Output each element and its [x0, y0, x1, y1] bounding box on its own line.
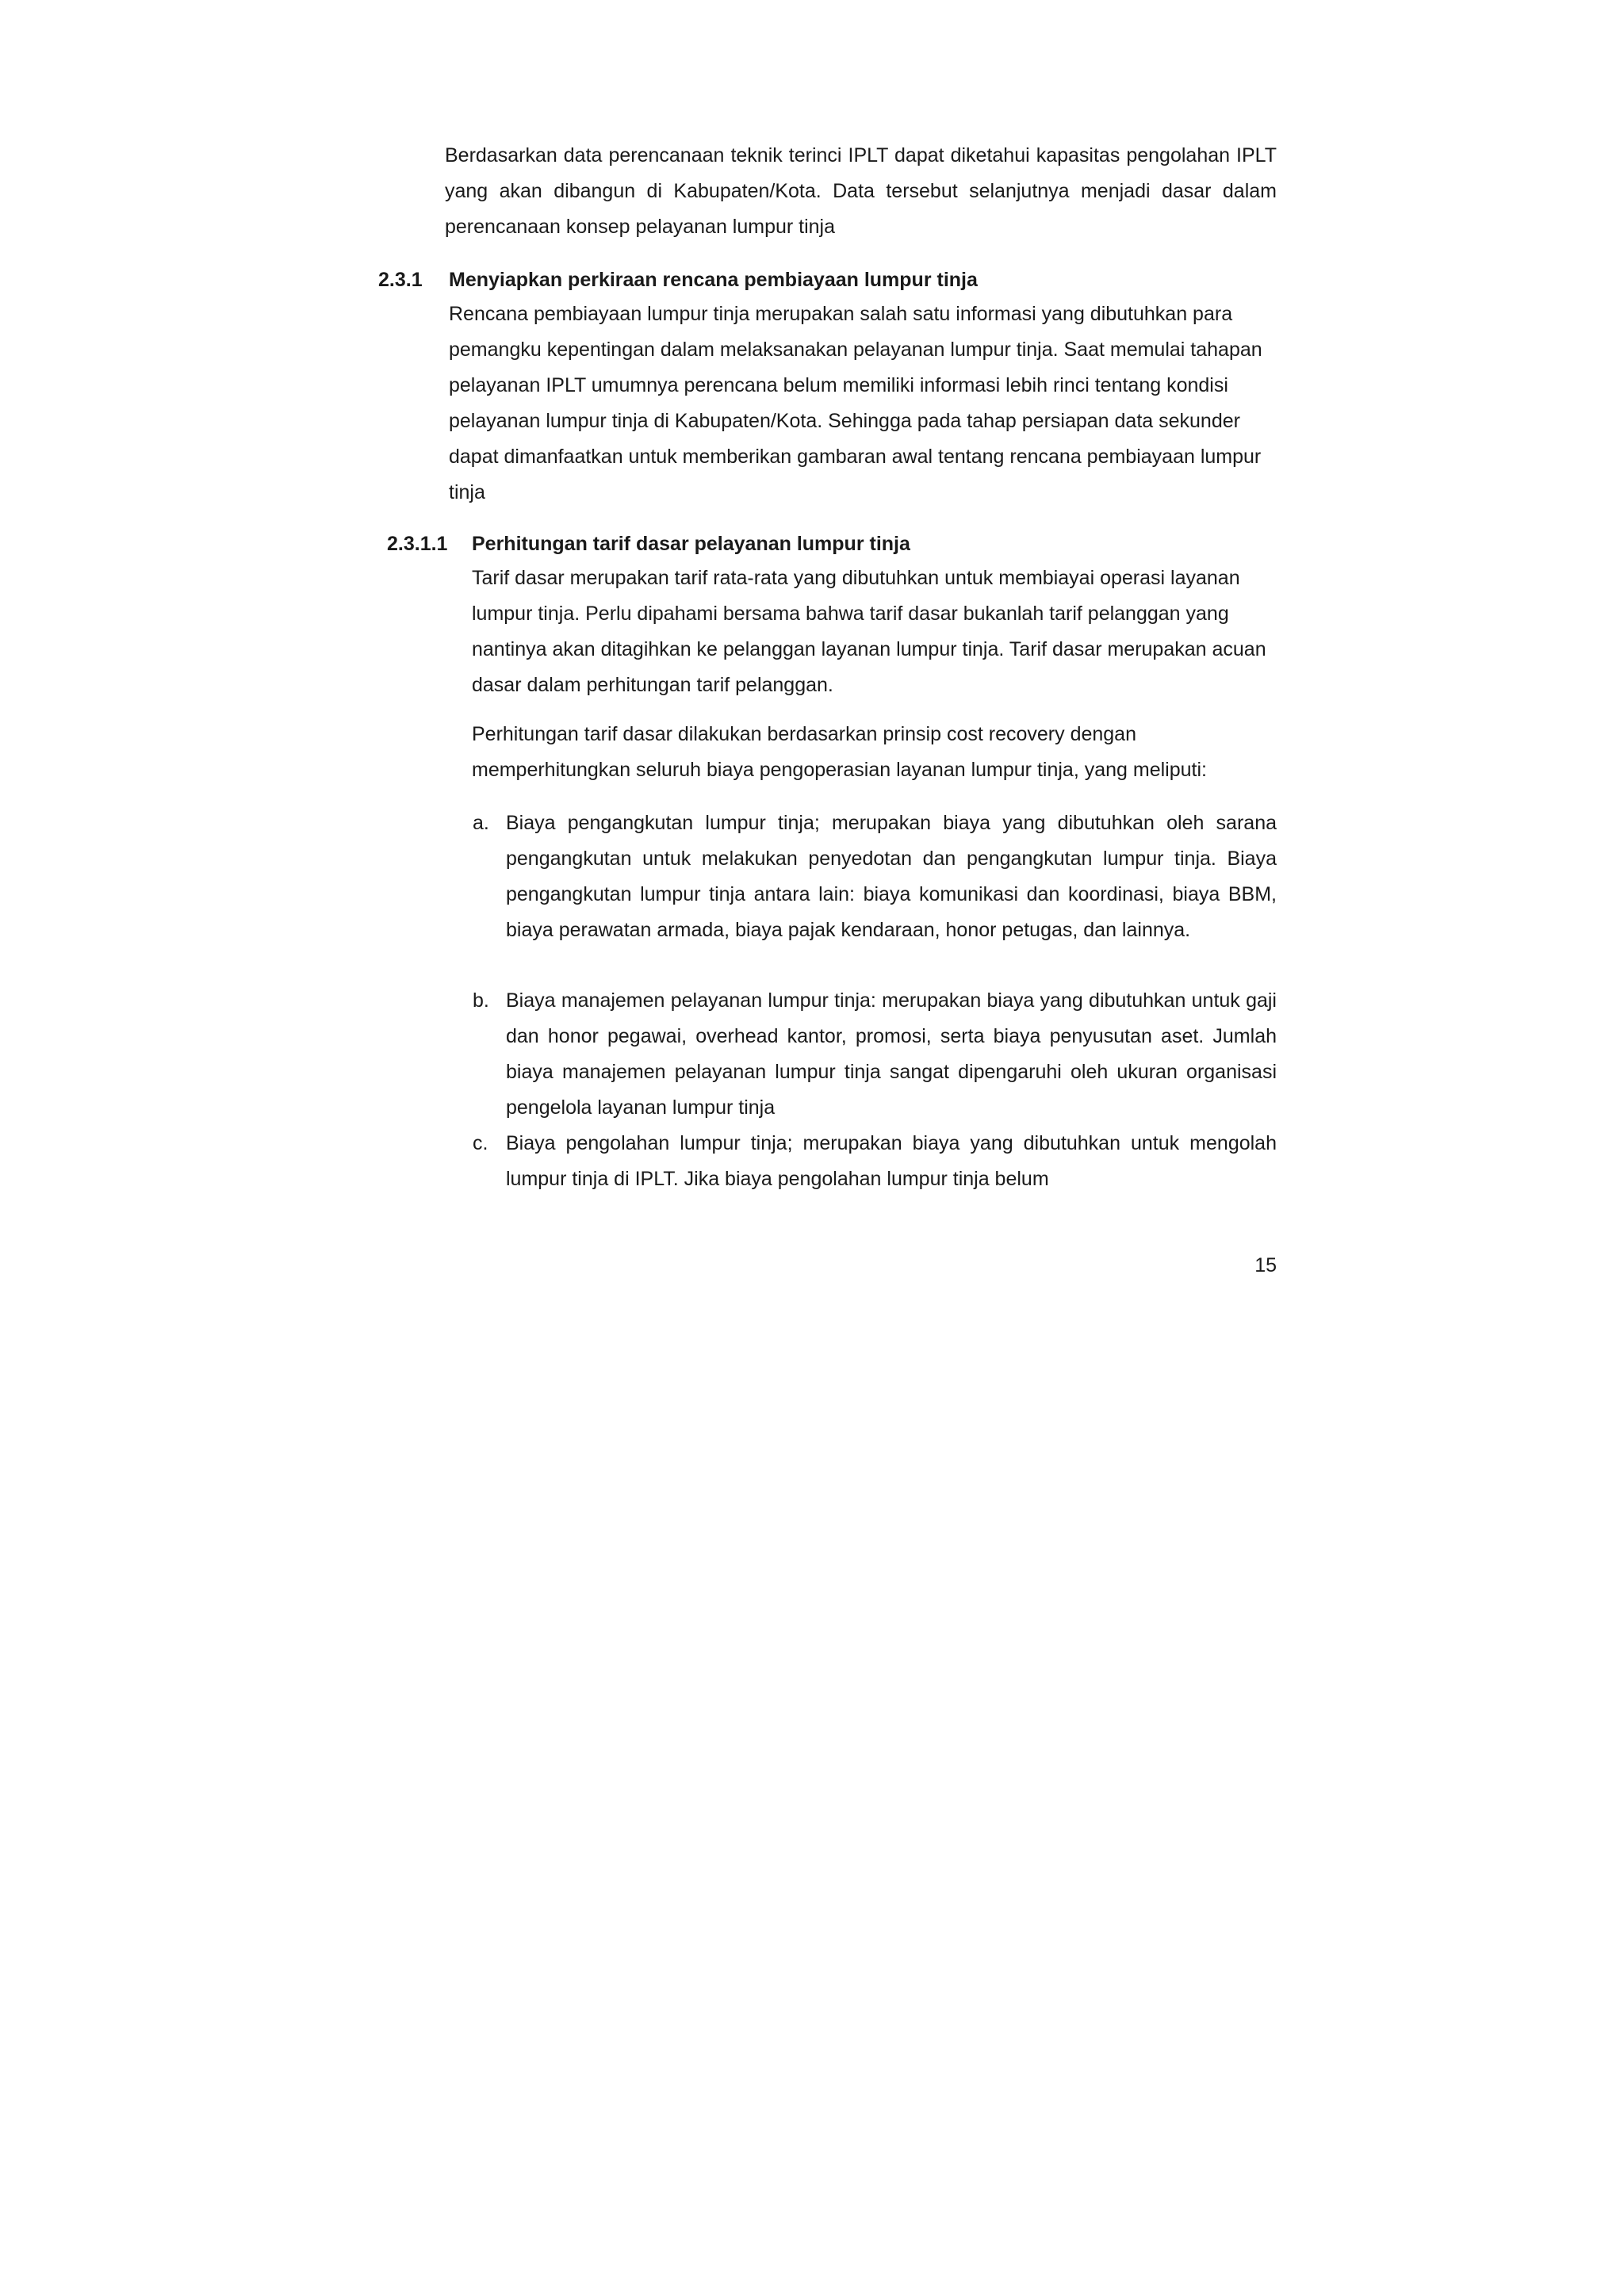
list-marker: a. — [473, 812, 489, 834]
list-item-text: Biaya manajemen pelayanan lumpur tinja: merupakan biaya yang dibutuhkan untuk gaji dan honor pegawai, overhead kantor, promosi, serta biaya penyusutan aset. Jumlah biaya manajemen pelayanan lumpur tinja sangat dipengaruhi oleh ukuran organisasi pengelola layanan lumpur tinja — [506, 989, 1277, 1119]
page-number: 15 — [1254, 1254, 1277, 1276]
list-item-a — [473, 806, 1277, 984]
list-item-c — [473, 1126, 1277, 1197]
list-marker: c. — [473, 1132, 488, 1154]
list-item-text: Biaya pengolahan lumpur tinja; merupakan biaya yang dibutuhkan untuk mengolah lumpur tinja di IPLT. Jika biaya pengolahan lumpur tinja belum — [506, 1132, 1277, 1190]
intro-paragraph: Berdasarkan data perencanaan teknik terinci IPLT dapat diketahui kapasitas pengolahan IPLT yang akan dibangun di Kabupaten/Kota. Data tersebut selanjutnya menjadi dasar dalam perencanaan konsep pelayanan lumpur tinja — [445, 144, 1277, 238]
section-number: 2.3.1.1 — [387, 533, 448, 555]
section-heading-2-3-1-1 — [387, 526, 1283, 562]
section-2-3-1-1-body-2: Perhitungan tarif dasar dilakukan berdasarkan prinsip cost recovery dengan memperhitungkan seluruh biaya pengoperasian layanan lumpur tinja, yang meliputi: — [472, 723, 1207, 781]
section-2-3-1-1-body-1: Tarif dasar merupakan tarif rata-rata yang dibutuhkan untuk membiayai operasi layanan lumpur tinja. Perlu dipahami bersama bahwa tarif dasar bukanlah tarif pelanggan yang nantinya akan ditagihkan ke pelanggan layanan lumpur tinja. Tarif dasar merupakan acuan dasar dalam perhitungan tarif pelanggan. — [472, 567, 1266, 696]
list-marker: b. — [473, 989, 489, 1012]
section-title: Menyiapkan perkiraan rencana pembiayaan lumpur tinja — [449, 269, 978, 291]
list-item-text: Biaya pengangkutan lumpur tinja; merupakan biaya yang dibutuhkan oleh sarana pengangkutan untuk melakukan penyedotan dan pengangkutan lumpur tinja. Biaya pengangkutan lumpur tinja antara lain: biaya komunikasi dan koordinasi, biaya BBM, biaya perawatan armada, biaya pajak kendaraan, honor petugas, dan lainnya. — [506, 812, 1277, 941]
section-2-3-1-body: Rencana pembiayaan lumpur tinja merupakan salah satu informasi yang dibutuhkan para pemangku kepentingan dalam melaksanakan pelayanan lumpur tinja. Saat memulai tahapan pelayanan IPLT umumnya perencana belum memiliki informasi lebih rinci tentang kondisi pelayanan lumpur tinja di Kabupaten/Kota. Sehingga pada tahap persiapan data sekunder dapat dimanfaatkan untuk memberikan gambaran awal tentang rencana pembiayaan lumpur tinja — [449, 303, 1262, 503]
section-number: 2.3.1 — [378, 269, 423, 291]
list-item-b — [473, 983, 1277, 1126]
section-title: Perhitungan tarif dasar pelayanan lumpur tinja — [472, 533, 910, 555]
section-heading-2-3-1 — [378, 262, 1282, 298]
